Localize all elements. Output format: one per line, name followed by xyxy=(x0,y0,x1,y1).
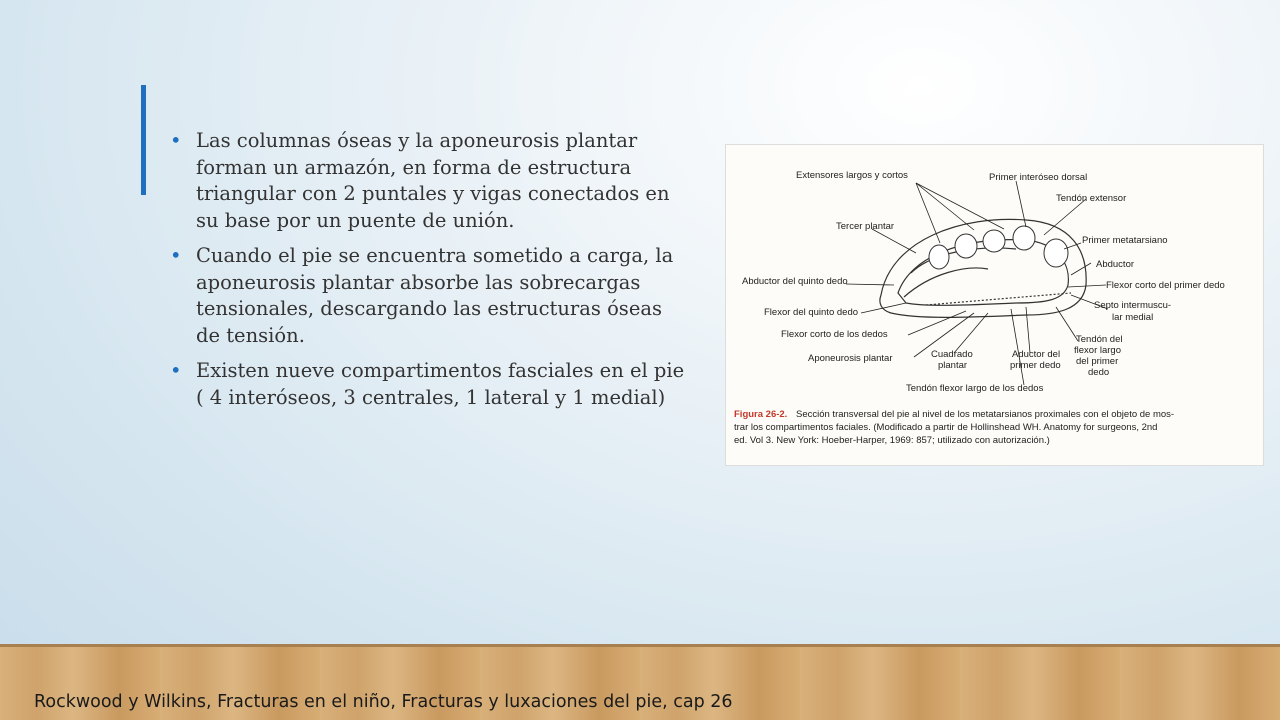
caption-line-2: trar los compartimentos faciales. (Modificado a partir de Hollinshead WH. Anatomy for surgeons, 2nd xyxy=(734,422,1158,433)
anatomy-figure xyxy=(725,144,1264,466)
caption-line-1: Sección transversal del pie al nivel de los metatarsianos proximales con el objeto de mos- xyxy=(796,409,1175,420)
source-citation: Rockwood y Wilkins, Fracturas en el niño, Fracturas y luxaciones del pie, cap 26 xyxy=(34,692,733,712)
label-flexor-corto-dedos: Flexor corto de los dedos xyxy=(781,329,888,340)
accent-bar xyxy=(141,85,146,195)
label-aductor-1: Aductor del xyxy=(1012,349,1061,360)
bullet-dot: • xyxy=(170,359,182,382)
bullet-text: Existen nueve compartimentos fasciales en el pie ( 4 interóseos, 3 centrales, 1 lateral y 1 medial) xyxy=(196,359,685,409)
bullet-list xyxy=(170,128,690,420)
bullet-item xyxy=(170,243,690,349)
label-tendon-flexor-4: dedo xyxy=(1088,367,1110,378)
foot-cross-section-drawing xyxy=(880,219,1086,317)
label-tendon-extensor: Tendón extensor xyxy=(1056,193,1127,204)
bullet-item xyxy=(170,358,690,411)
label-aductor-2: primer dedo xyxy=(1010,360,1061,371)
label-aponeurosis: Aponeurosis plantar xyxy=(808,353,893,364)
bullet-dot: • xyxy=(170,129,182,152)
label-primer-metatarsiano: Primer metatarsiano xyxy=(1082,235,1168,246)
label-cuadrado-2: plantar xyxy=(938,360,968,371)
label-tercer-plantar: Tercer plantar xyxy=(836,221,895,232)
label-septo-1: Septo intermuscu- xyxy=(1094,300,1172,311)
label-primer-interoseo: Primer interóseo dorsal xyxy=(989,172,1088,183)
label-cuadrado-1: Cuadrado xyxy=(931,349,973,360)
label-septo-2: lar medial xyxy=(1112,312,1154,323)
label-extensores: Extensores largos y cortos xyxy=(796,170,908,181)
bullet-dot: • xyxy=(170,244,182,267)
label-abductor-quinto: Abductor del quinto dedo xyxy=(742,276,848,287)
label-tendon-flexor-largo: Tendón flexor largo de los dedos xyxy=(906,383,1044,394)
label-tendon-flexor-3: del primer xyxy=(1076,356,1119,367)
bullet-item xyxy=(170,128,690,234)
bullet-text: Cuando el pie se encuentra sometido a carga, la aponeurosis plantar absorbe las sobrecargas tensionales, descargando las estructuras óseas de tensión. xyxy=(196,244,674,347)
label-tendon-flexor-1: Tendón del xyxy=(1076,334,1123,345)
label-flexor-quinto: Flexor del quinto dedo xyxy=(764,307,859,318)
label-abductor: Abductor xyxy=(1096,259,1135,270)
label-tendon-flexor-2: flexor largo xyxy=(1074,345,1121,356)
bullet-text: Las columnas óseas y la aponeurosis plantar forman un armazón, en forma de estructura triangular con 2 puntales y vigas conectados en su base por un puente de unión. xyxy=(196,129,670,232)
foot-cross-section-diagram xyxy=(726,145,1263,465)
caption-line-3: ed. Vol 3. New York: Hoeber-Harper, 1969: 857; utilizado con autorización.) xyxy=(734,435,1050,446)
label-flexor-corto-primer: Flexor corto del primer dedo xyxy=(1106,280,1225,291)
caption-figure-label: Figura 26-2. xyxy=(734,409,788,420)
